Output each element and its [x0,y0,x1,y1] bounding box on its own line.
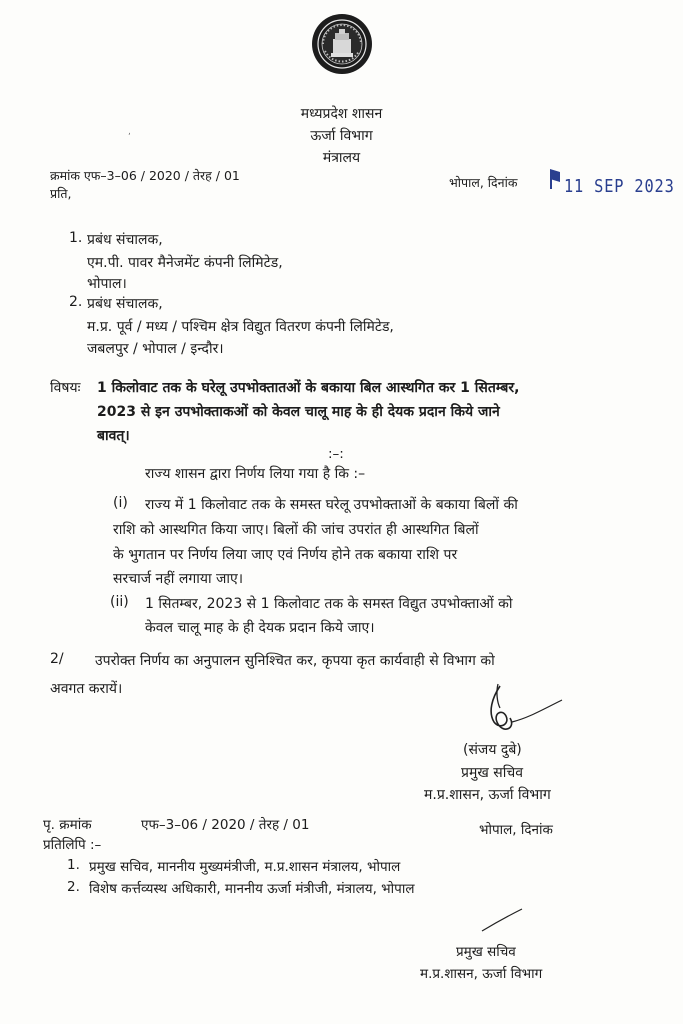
point-1-line-3: के भुगतान पर निर्णय लिया जाए एवं निर्णय होने तक बकाया राशि पर [113,547,458,563]
para-2-line-2: अवगत करायें। [50,681,123,697]
initial-mark [478,905,528,935]
copy-label: प्रतिलिपि :– [43,837,102,853]
endorsement-ref-number: एफ–3–06 / 2020 / तेरह / 01 [141,817,310,833]
point-1-line-2: राशि को आस्थगित किया जाए। बिलों की जांच उपरांत ही आस्थगित बिलों [113,522,479,538]
addressee-2-number: 2. [69,294,83,310]
signatory-office: म.प्र.शासन, ऊर्जा विभाग [424,787,551,803]
addressee-2-city: जबलपुर / भोपाल / इन्दौर। [87,341,224,357]
subject-label: विषयः [50,380,81,396]
place-date-label: भोपाल, दिनांक [449,175,518,190]
stamp-flag-icon [548,168,562,190]
para-2-number: 2/ [50,651,64,667]
point-1-line-1: राज्य में 1 किलोवाट तक के समस्त घरेलू उपभोक्ताओं के बकाया बिलों की [145,497,518,513]
addressee-1-city: भोपाल। [87,276,127,292]
subject-line-3: बावत्। [97,428,130,444]
stray-mark: , [128,127,131,137]
addressee-2-title: प्रबंध संचालक, [87,296,163,312]
addressee-1-company: एम.पी. पावर मैनेजमेंट कंपनी लिमिटेड, [87,255,283,271]
endorsement-office: म.प्र.शासन, ऊर्जा विभाग [420,966,543,982]
point-2-line-2: केवल चालू माह के ही देयक प्रदान किये जाए। [145,620,375,636]
addressee-1-title: प्रबंध संचालक, [87,232,163,248]
subject-line-2: 2023 से इन उपभोक्ताकओं को केवल चालू माह के ही देयक प्रदान किये जाने [97,404,500,420]
reference-number: क्रमांक एफ–3–06 / 2020 / तेरह / 01 [50,168,240,183]
addressee-2-company: म.प्र. पूर्व / मध्य / पश्चिम क्षेत्र विद्युत वितरण कंपनी लिमिटेड, [87,319,394,335]
point-1-line-4: सरचार्ज नहीं लगाया जाए। [113,571,244,587]
state-emblem-seal [311,13,373,75]
endorsement-designation: प्रमुख सचिव [456,944,516,960]
header-office: मंत्रालय [322,150,361,166]
to-label: प्रति, [50,186,72,201]
para-2-line-1: उपरोक्त निर्णय का अनुपालन सुनिश्चित कर, कृपया कृत कार्यवाही से विभाग को [95,653,495,669]
handwritten-signature [470,678,580,748]
endorsement-place-date-label: भोपाल, दिनांक [479,822,553,838]
copy-2-number: 2. [67,879,80,895]
signatory-designation: प्रमुख सचिव [461,765,524,781]
stamped-date: 11 SEP 2023 [564,176,675,197]
point-2-number: (ii) [110,594,129,610]
intro-text: राज्य शासन द्वारा निर्णय लिया गया है कि :– [145,466,366,482]
subject-line-1: 1 किलोवाट तक के घरेलू उपभोक्तातओं के बकाया बिल आस्थगित कर 1 सितम्बर, [97,380,520,396]
addressee-1-number: 1. [69,230,83,246]
copy-2-text: विशेष कर्त्तव्यस्थ अधिकारी, माननीय ऊर्जा मंत्रीजी, मंत्रालय, भोपाल [89,881,415,897]
signatory-name: (संजय दुबे) [463,742,522,758]
section-divider: :–: [328,446,344,462]
copy-1-text: प्रमुख सचिव, माननीय मुख्यमंत्रीजी, म.प्र.शासन मंत्रालय, भोपाल [89,859,401,875]
copy-1-number: 1. [67,857,80,873]
header-state: मध्यप्रदेश शासन [300,106,383,122]
point-1-number: (i) [113,495,128,511]
endorsement-ref-label: पृ. क्रमांक [43,817,92,833]
point-2-line-1: 1 सितम्बर, 2023 से 1 किलोवाट तक के समस्त विद्युत उपभोक्ताओं को [145,596,513,612]
header-department: ऊर्जा विभाग [310,128,373,144]
